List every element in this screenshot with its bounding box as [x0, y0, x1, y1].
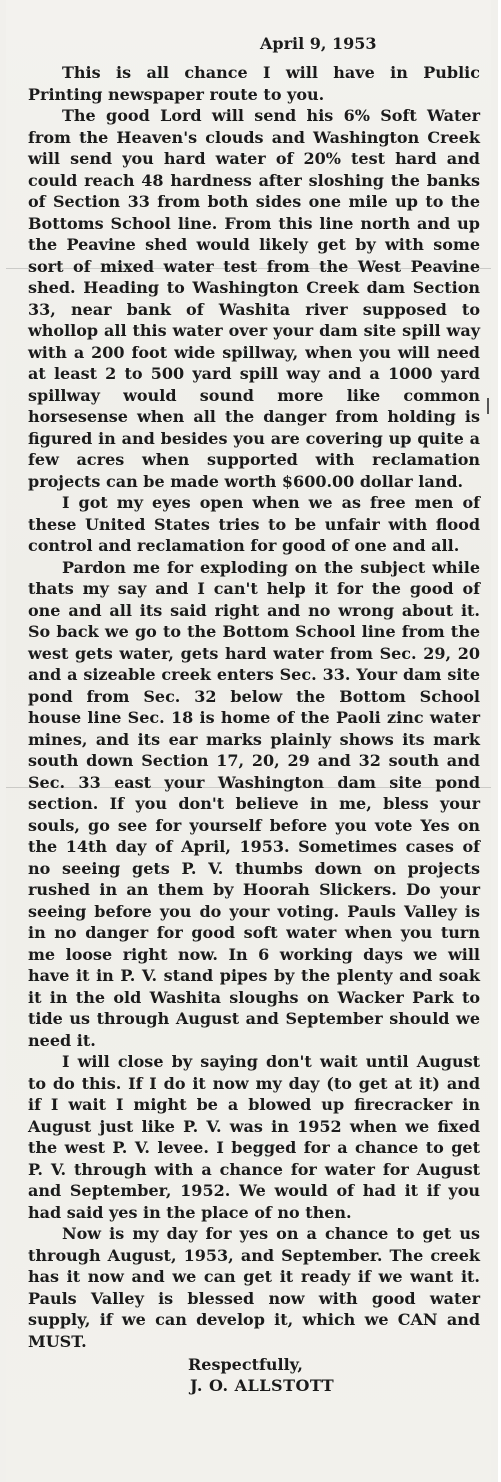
margin-mark — [487, 398, 489, 414]
paragraph: Pardon me for exploding on the subject while thats my say and I can't help it for the good of one and all its said right and no wrong about it. So back we go to the Bottom School line from the west gets water, gets hard water from Sec. 29, 20 and a sizeable creek enters Sec. 33. Your dam site pond from Sec. 32 below the Bottom School house line Sec. 18 is home of the Paoli zinc water mines, and its ear marks plainly shows its mark south down Section 17, 20, 29 and 32 south and Sec. 33 east your Washington dam site pond section. If you don't believe in me, bless your souls, go see for yourself before you vote Yes on the 14th day of April, 1953. Sometimes cases of no seeing gets P. V. thumbs down on projects rushed in an them by Hoorah Slickers. Do your seeing before you do your voting. Pauls Valley is in no danger for good soft water when you turn me loose right now. In 6 working days we will have it in P. V. stand pipes by the plenty and soak it in the old Washita sloughs on Wacker Park to tide us through August and September should we need it. — [28, 557, 480, 1050]
paragraph: I got my eyes open when we as free men of these United States tries to be unfair with flood control and reclamation for good of one and all. — [28, 493, 480, 555]
letter-date: April 9, 1953 — [260, 34, 377, 53]
paragraph: Now is my day for yes on a chance to get us through August, 1953, and September. The creek has it now and we can get it ready if we want it. Pauls Valley is blessed now with good water supply, if we can develop it, which we CAN and MUST. — [28, 1224, 480, 1351]
closing-line: Respectfully, — [188, 1355, 303, 1374]
signature-name: J. O. ALLSTOTT — [190, 1376, 335, 1395]
paragraph: The good Lord will send his 6% Soft Water from the Heaven's clouds and Washington Creek will send you hard water of 20% test hard and could reach 48 hardness after sloshing the banks of Section 33 from both sides one mile up to the Bottoms School line. From this line north and up the Peavine shed would likely get by with some sort of mixed water test from the West Peavine shed. Heading to Washington Creek dam Section 33, near bank of Washita river supposed to whollop all this water over your dam site spill way with a 200 foot wide spillway, when you will need at least 2 to 500 yard spill way and a 1000 yard spillway would sound more like common horsesense when all the danger from holding is figured in and besides you are covering up quite a few acres when supported with reclamation projects can be made worth $600.00 dollar land. — [28, 106, 480, 491]
paragraph: This is all chance I will have in Public Printing newspaper route to you. — [28, 63, 480, 104]
paragraph: I will close by saying don't wait until August to do this. If I do it now my day (to get at it) and if I wait I might be a blowed up firecracker in August just like P. V. was in 1952 when we fixed the west P. V. levee. I begged for a chance to get P. V. through with a chance for water for August and September, 1952. We would of had it if you had said yes in the place of no then. — [28, 1052, 480, 1222]
paper-sheet — [6, 0, 491, 1482]
letter-body — [28, 26, 480, 1396]
